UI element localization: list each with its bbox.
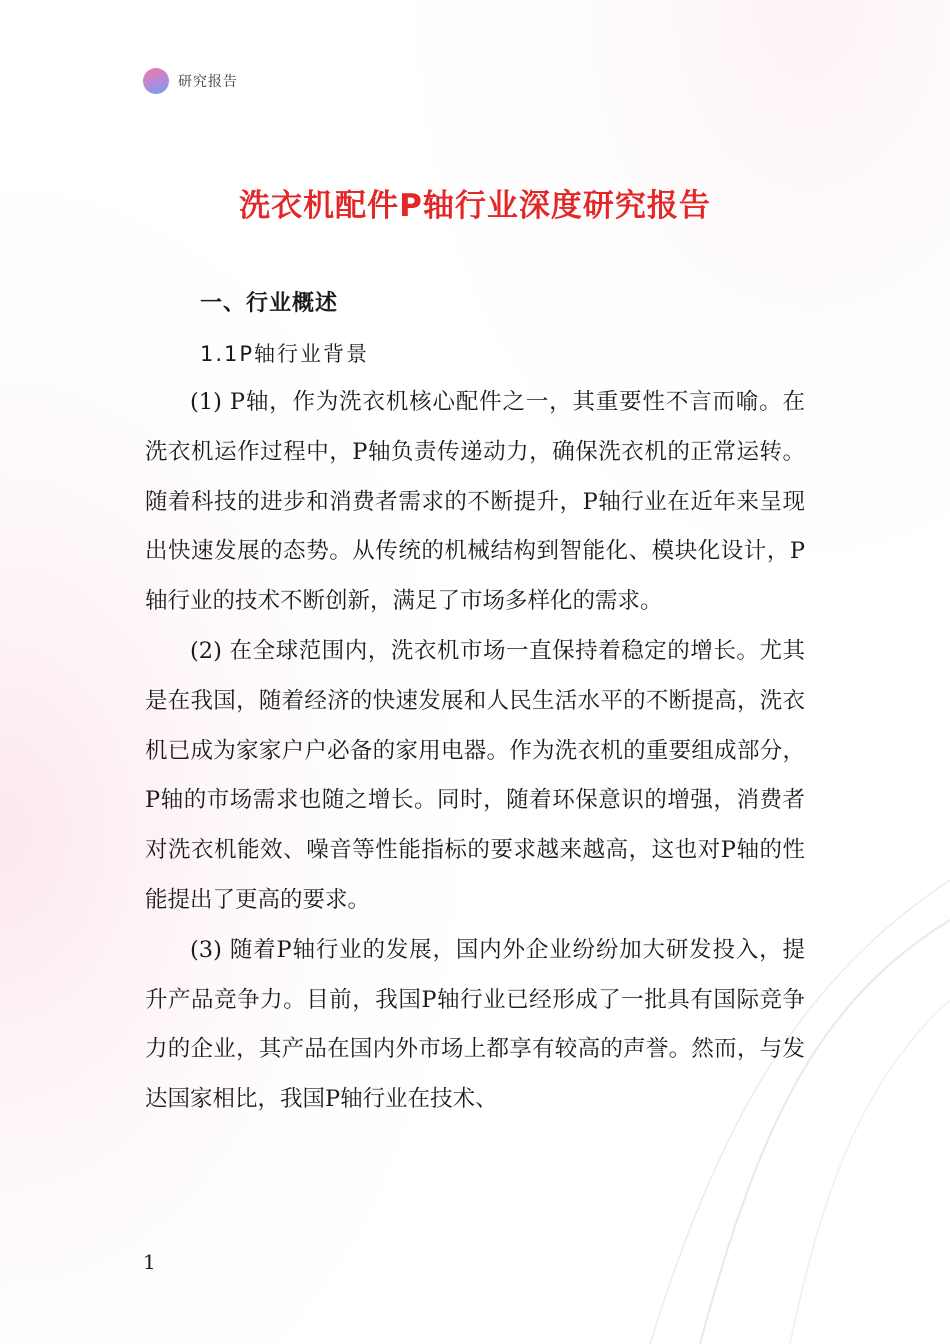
paragraph-1: (1) P轴，作为洗衣机核心配件之一，其重要性不言而喻。在洗衣机运作过程中，P轴负责传递动力，确保洗衣机的正常运转。随着科技的进步和消费者需求的不断提升，P轴行业在近年来呈现出快速发展的态势。从传统的机械结构到智能化、模块化设计，P轴行业的技术不断创新，满足了市场多样化的需求。 — [145, 389, 805, 615]
paragraph-2: (2) 在全球范围内，洗衣机市场一直保持着稳定的增长。尤其是在我国，随着经济的快速发展和人民生活水平的不断提高，洗衣机已成为家家户户必备的家用电器。作为洗衣机的重要组成部分，P轴的市场需求也随之增长。同时，随着环保意识的增强，消费者对洗衣机能效、噪音等性能指标的要求越来越高，这也对P轴的性能提出了更高的要求。 — [145, 637, 805, 913]
section-heading: 一、行业概述 — [200, 291, 339, 316]
page-header — [143, 66, 238, 96]
page-number: 1 — [143, 1250, 156, 1274]
header-label: 研究报告 — [178, 74, 238, 90]
body-text — [145, 378, 805, 1125]
gradient-circle-logo-icon — [143, 68, 169, 94]
document-title: 洗衣机配件P轴行业深度研究报告 — [239, 188, 711, 224]
subsection-heading: 1.1P轴行业背景 — [200, 342, 370, 366]
paragraph-3: (3) 随着P轴行业的发展，国内外企业纷纷加大研发投入，提升产品竞争力。目前，我国P轴行业已经形成了一批具有国际竞争力的企业，其产品在国内外市场上都享有较高的声誉。然而，与发达国家相比，我国P轴行业在技术、 — [145, 936, 805, 1113]
